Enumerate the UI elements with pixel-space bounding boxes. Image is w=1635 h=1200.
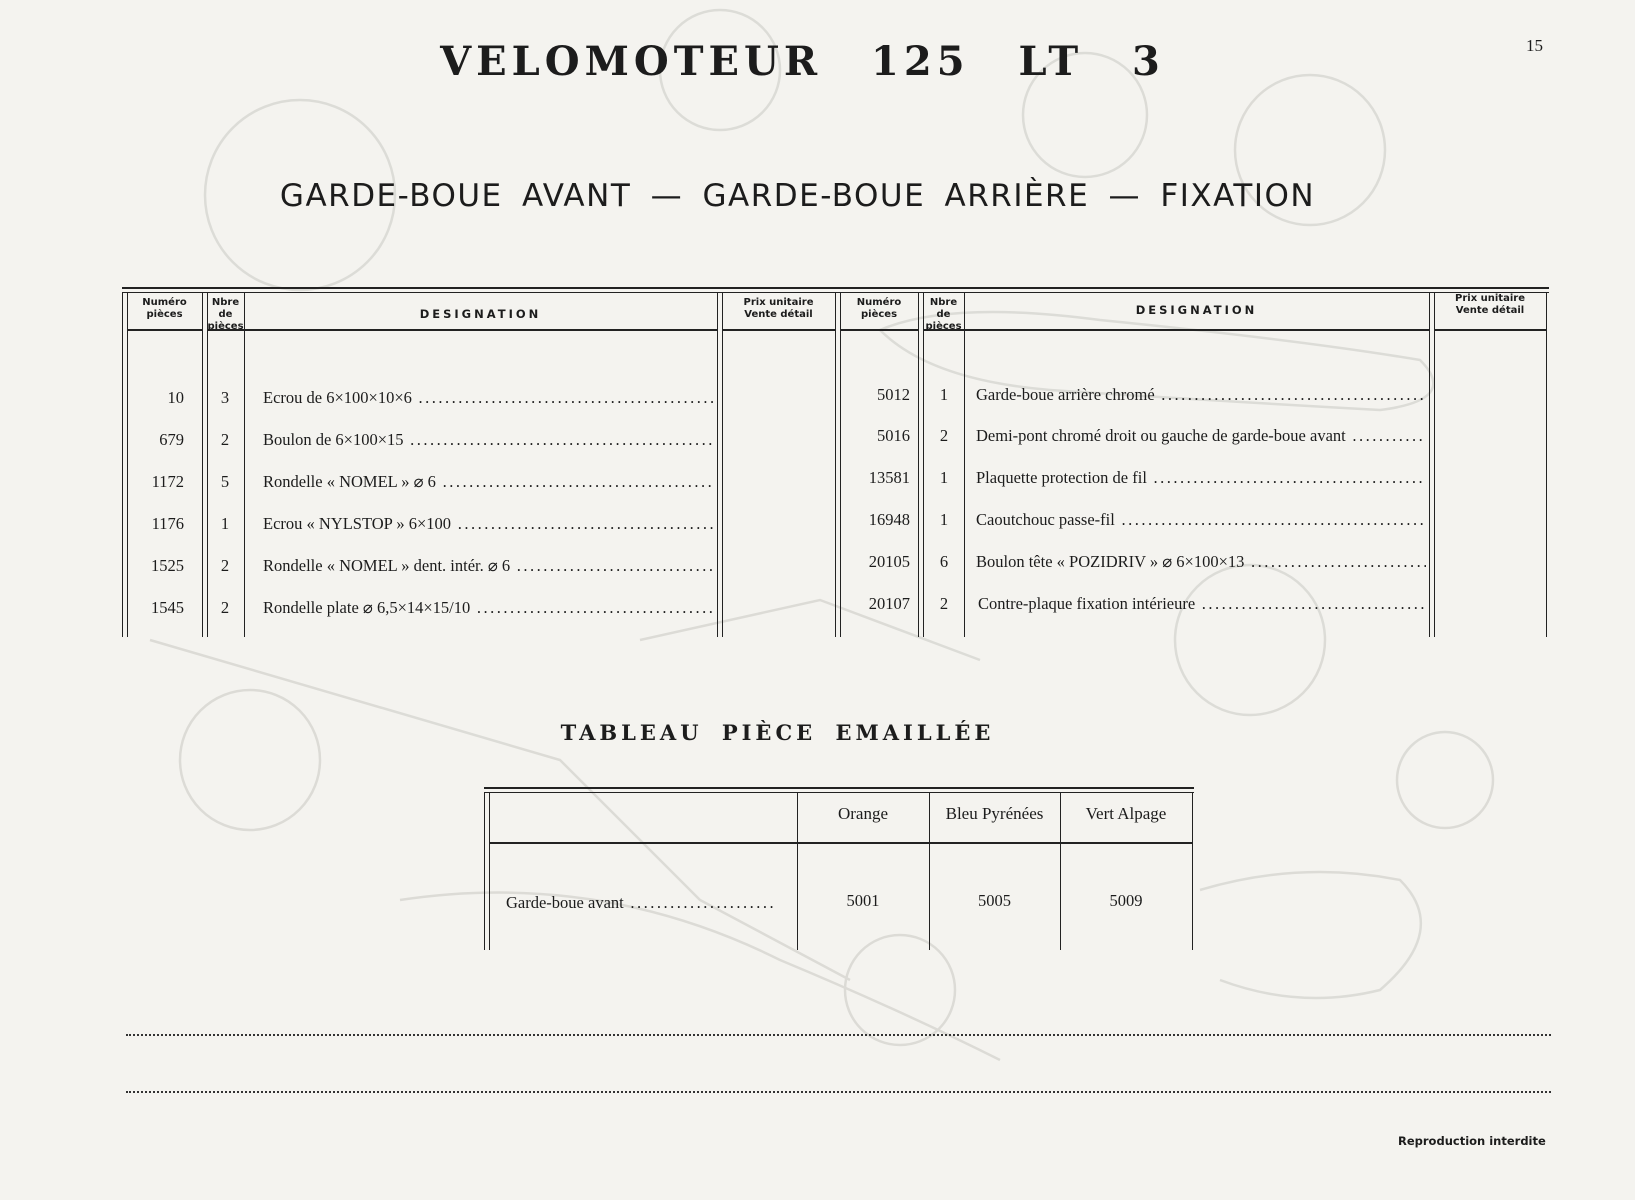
enamel-table-title: TABLEAU PIÈCE EMAILLÉE [560,720,995,745]
part-designation: Boulon tête « POZIDRIV » ⌀ 6×100×13 ..... [976,552,1426,572]
page-subtitle: GARDE-BOUE AVANT — GARDE-BOUE ARRIÈRE — FIXATION [279,178,1316,214]
header-designation-right: DESIGNATION [1135,303,1258,317]
enamel-value-orange: 5001 [846,891,880,910]
header-prix-unitaire-right: Prix unitaire Vente détail [1455,293,1525,316]
header-designation: DESIGNATION [419,307,542,321]
color-column-vert-alpage: Vert Alpage [1085,804,1167,823]
part-number: 10 [167,388,184,407]
part-designation: Contre-plaque fixation intérieure ..... [978,594,1426,614]
reproduction-notice: Reproduction interdite [1398,1134,1546,1148]
part-number: 5012 [877,385,910,404]
part-number: 679 [159,430,184,449]
part-quantity: 2 [939,426,949,445]
part-number: 1172 [151,472,184,491]
part-number: 1545 [151,598,184,617]
part-quantity: 2 [220,556,230,575]
part-quantity: 1 [939,468,949,487]
part-designation: Caoutchouc passe-fil ..... [976,510,1426,530]
page-title: VELOMOTEUR 125 LT 3 [440,38,1165,85]
page-number: 15 [1526,36,1543,55]
part-quantity: 3 [220,388,230,407]
part-designation: Ecrou « NYLSTOP » 6×100 ..... [263,514,713,534]
part-number: 13581 [868,468,910,487]
header-numero-pieces: Numéro pièces [142,297,187,320]
enamel-row-label: Garde-boue avant ..... [506,893,776,913]
part-number: 20105 [868,552,910,571]
header-numero-pieces-right: Numéro pièces [856,297,902,320]
enamel-table [484,787,1194,955]
part-quantity: 1 [939,385,949,404]
enamel-value-vert-alpage: 5009 [1109,891,1143,910]
part-number: 1525 [151,556,184,575]
part-designation: Demi-pont chromé droit ou gauche de garde-boue avant ..... [976,426,1426,446]
part-quantity: 2 [220,430,230,449]
color-column-bleu-pyrenees: Bleu Pyrénées [945,804,1044,823]
part-number: 16948 [868,510,910,529]
part-designation: Boulon de 6×100×15 ..... [263,430,713,450]
part-designation: Garde-boue arrière chromé ..... [976,385,1426,405]
color-column-orange: Orange [837,804,889,823]
part-number: 20107 [868,594,910,613]
part-designation: Rondelle « NOMEL » ⌀ 6 ..... [263,472,713,492]
part-quantity: 2 [939,594,949,613]
enamel-value-bleu-pyrenees: 5005 [978,891,1011,910]
part-quantity: 5 [220,472,230,491]
part-quantity: 6 [939,552,949,571]
dotted-rule [126,1091,1551,1093]
part-number: 5016 [877,426,910,445]
header-prix-unitaire: Prix unitaire Vente détail [743,297,814,320]
part-designation: Ecrou de 6×100×10×6 ..... [263,388,713,408]
parts-table [122,287,1549,642]
part-quantity: 2 [220,598,230,617]
header-nbre-pieces-right: Nbre de pièces [925,297,962,332]
header-nbre-pieces: Nbre de pièces [207,297,244,332]
part-number: 1176 [151,514,184,533]
part-designation: Rondelle plate ⌀ 6,5×14×15/10 ..... [263,598,713,618]
part-designation: Plaquette protection de fil ..... [976,468,1426,488]
part-quantity: 1 [939,510,949,529]
dotted-rule [126,1034,1551,1036]
part-quantity: 1 [220,514,230,533]
part-designation: Rondelle « NOMEL » dent. intér. ⌀ 6 ..... [263,556,713,576]
